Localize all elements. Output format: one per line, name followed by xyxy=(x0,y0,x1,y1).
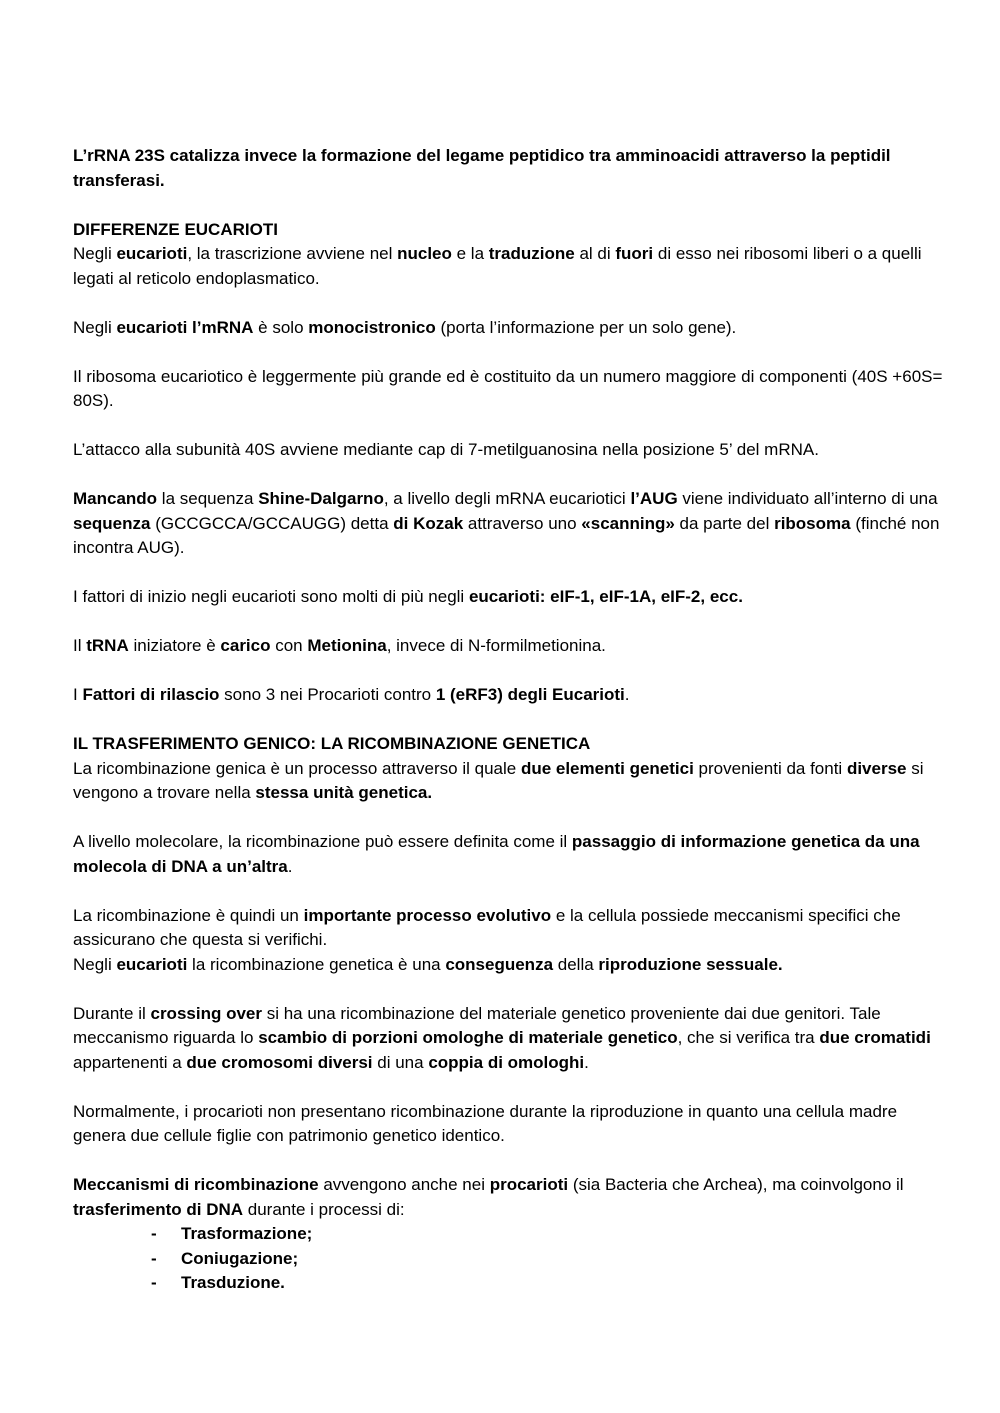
paragraph-ricombinazione-genica: La ricombinazione genica è un processo attraverso il quale due elementi genetici provenienti da fonti diverse si vengono a trovare nella stessa unità genetica. xyxy=(73,758,924,802)
paragraph-procarioti: Normalmente, i procarioti non presentano ricombinazione durante la riproduzione in quanto una cellula madre genera due cellule figlie con patrimonio genetico identico. xyxy=(73,1101,898,1145)
list-item: - Trasduzione. xyxy=(151,1273,285,1292)
paragraph-ribosoma-eucariotico: Il ribosoma eucariotico è leggermente più grande ed è costituito da un numero maggiore di componenti (40S +60S= 80S). xyxy=(73,366,943,410)
section-heading-trasferimento-genico: IL TRASFERIMENTO GENICO: LA RICOMBINAZIONE GENETICA xyxy=(73,734,591,753)
paragraph-crossing-over: Durante il crossing over si ha una ricombinazione del materiale genetico proveniente dai due genitori. Tale meccanismo riguarda lo scambio di porzioni omologhe di materiale genetico, che si verifica tra due cromatidi appartenenti a due cromosomi diversi di una coppia di omologhi. xyxy=(73,1003,931,1072)
paragraph-trascrizione: Negli eucarioti, la trascrizione avviene nel nucleo e la traduzione al di fuori di esso nei ribosomi liberi o a quelli legati al reticolo endoplasmatico. xyxy=(73,244,922,288)
paragraph-meccanismi-ricombinazione: Meccanismi di ricombinazione avvengono anche nei procarioti (sia Bacteria che Archea), ma coinvolgono il trasferimento di DNA durante i processi di: xyxy=(73,1175,904,1219)
paragraph-fattori-rilascio: I Fattori di rilascio sono 3 nei Procarioti contro 1 (eRF3) degli Eucarioti. xyxy=(73,685,630,704)
paragraph-monocistronico: Negli eucarioti l’mRNA è solo monocistronico (porta l’informazione per un solo gene). xyxy=(73,317,737,337)
paragraph-livello-molecolare: A livello molecolare, la ricombinazione può essere definita come il passaggio di informazione genetica da una molecola di DNA a un’altra. xyxy=(73,832,920,876)
paragraph-trna-iniziatore: Il tRNA iniziatore è carico con Metionina, invece di N-formilmetionina. xyxy=(73,636,606,655)
processes-list xyxy=(73,1222,943,1296)
list-item: - Coniugazione; xyxy=(151,1248,299,1268)
paragraph-subunita-40s: L’attacco alla subunità 40S avviene mediante cap di 7-metilguanosina nella posizione 5’ del mRNA. xyxy=(73,440,819,459)
paragraph-processo-evolutivo: La ricombinazione è quindi un importante processo evolutivo e la cellula possiede meccanismi specifici che assicurano che questa si verifichi. xyxy=(73,905,901,949)
list-item: - Trasformazione; xyxy=(151,1224,313,1243)
paragraph-kozak: Mancando la sequenza Shine-Dalgarno, a livello degli mRNA eucariotici l’AUG viene individuato all’interno di una sequenza (GCCGCCA/GCCAUGG) detta di Kozak attraverso uno «scanning» da parte del ribosoma (finché non incontra AUG). xyxy=(73,489,940,557)
paragraph-riproduzione-sessuale: Negli eucarioti la ricombinazione genetica è una conseguenza della riproduzione sessuale. xyxy=(73,954,783,974)
section-heading-differenze-eucarioti: DIFFERENZE EUCARIOTI xyxy=(73,219,278,239)
paragraph-fattori-inizio: I fattori di inizio negli eucarioti sono molti di più negli eucarioti: eIF-1, eIF-1A, eIF-2, ecc. xyxy=(73,587,743,606)
paragraph-rrna-23s: L’rRNA 23S catalizza invece la formazione del legame peptidico tra amminoacidi attraverso la peptidil transferasi. xyxy=(73,146,891,190)
document-page xyxy=(73,144,943,1296)
